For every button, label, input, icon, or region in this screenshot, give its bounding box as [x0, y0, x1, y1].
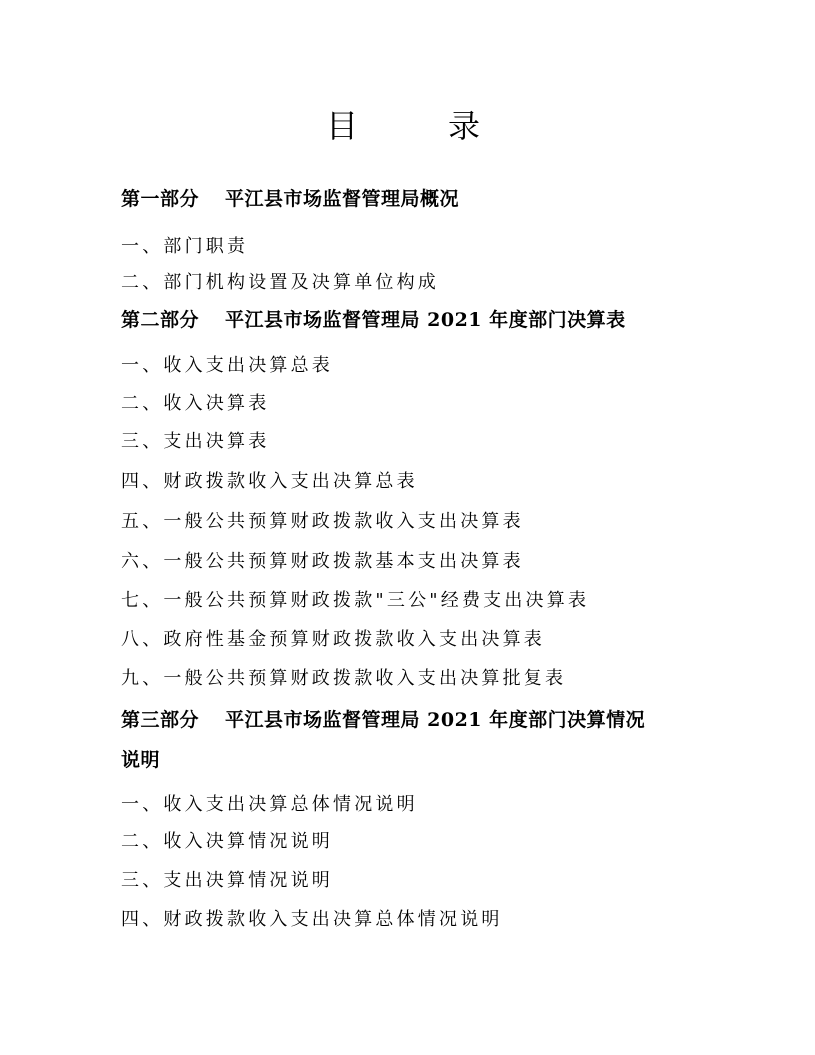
part3-heading-continuation: 说明: [121, 749, 161, 771]
part3-label: 第三部分: [121, 709, 200, 731]
toc-title: [0, 104, 815, 148]
toc-title-char-1: 目: [326, 107, 359, 145]
part2-item-6: 六、一般公共预算财政拨款基本支出决算表: [121, 551, 524, 572]
part1-item-1: 一、部门职责: [121, 236, 249, 257]
part3-item-1: 一、收入支出决算总体情况说明: [121, 794, 418, 815]
part2-item-2: 二、收入决算表: [121, 393, 270, 414]
part3-title-line1: 平江县市场监督管理局 2021 年度部门决算情况: [225, 709, 646, 731]
part1-item-2: 二、部门机构设置及决算单位构成: [121, 272, 439, 293]
part1-label: 第一部分: [121, 188, 200, 210]
part3-item-3: 三、支出决算情况说明: [121, 870, 333, 891]
part2-item-8: 八、政府性基金预算财政拨款收入支出决算表: [121, 629, 545, 650]
part2-item-5: 五、一般公共预算财政拨款收入支出决算表: [121, 511, 524, 532]
part3-heading: [121, 707, 645, 733]
part3-item-4: 四、财政拨款收入支出决算总体情况说明: [121, 909, 503, 930]
part1-heading: [121, 186, 459, 212]
part2-item-1: 一、收入支出决算总表: [121, 355, 333, 376]
part2-item-3: 三、支出决算表: [121, 431, 270, 452]
part2-item-9: 九、一般公共预算财政拨款收入支出决算批复表: [121, 668, 567, 689]
part2-item-4: 四、财政拨款收入支出决算总表: [121, 471, 418, 492]
part2-item-7: 七、一般公共预算财政拨款"三公"经费支出决算表: [121, 590, 590, 611]
toc-title-char-2: 录: [448, 107, 481, 145]
part1-title: 平江县市场监督管理局概况: [225, 188, 460, 210]
part2-heading: [121, 307, 626, 333]
part2-title: 平江县市场监督管理局 2021 年度部门决算表: [225, 309, 626, 331]
part3-item-2: 二、收入决算情况说明: [121, 831, 333, 852]
part2-label: 第二部分: [121, 309, 200, 331]
